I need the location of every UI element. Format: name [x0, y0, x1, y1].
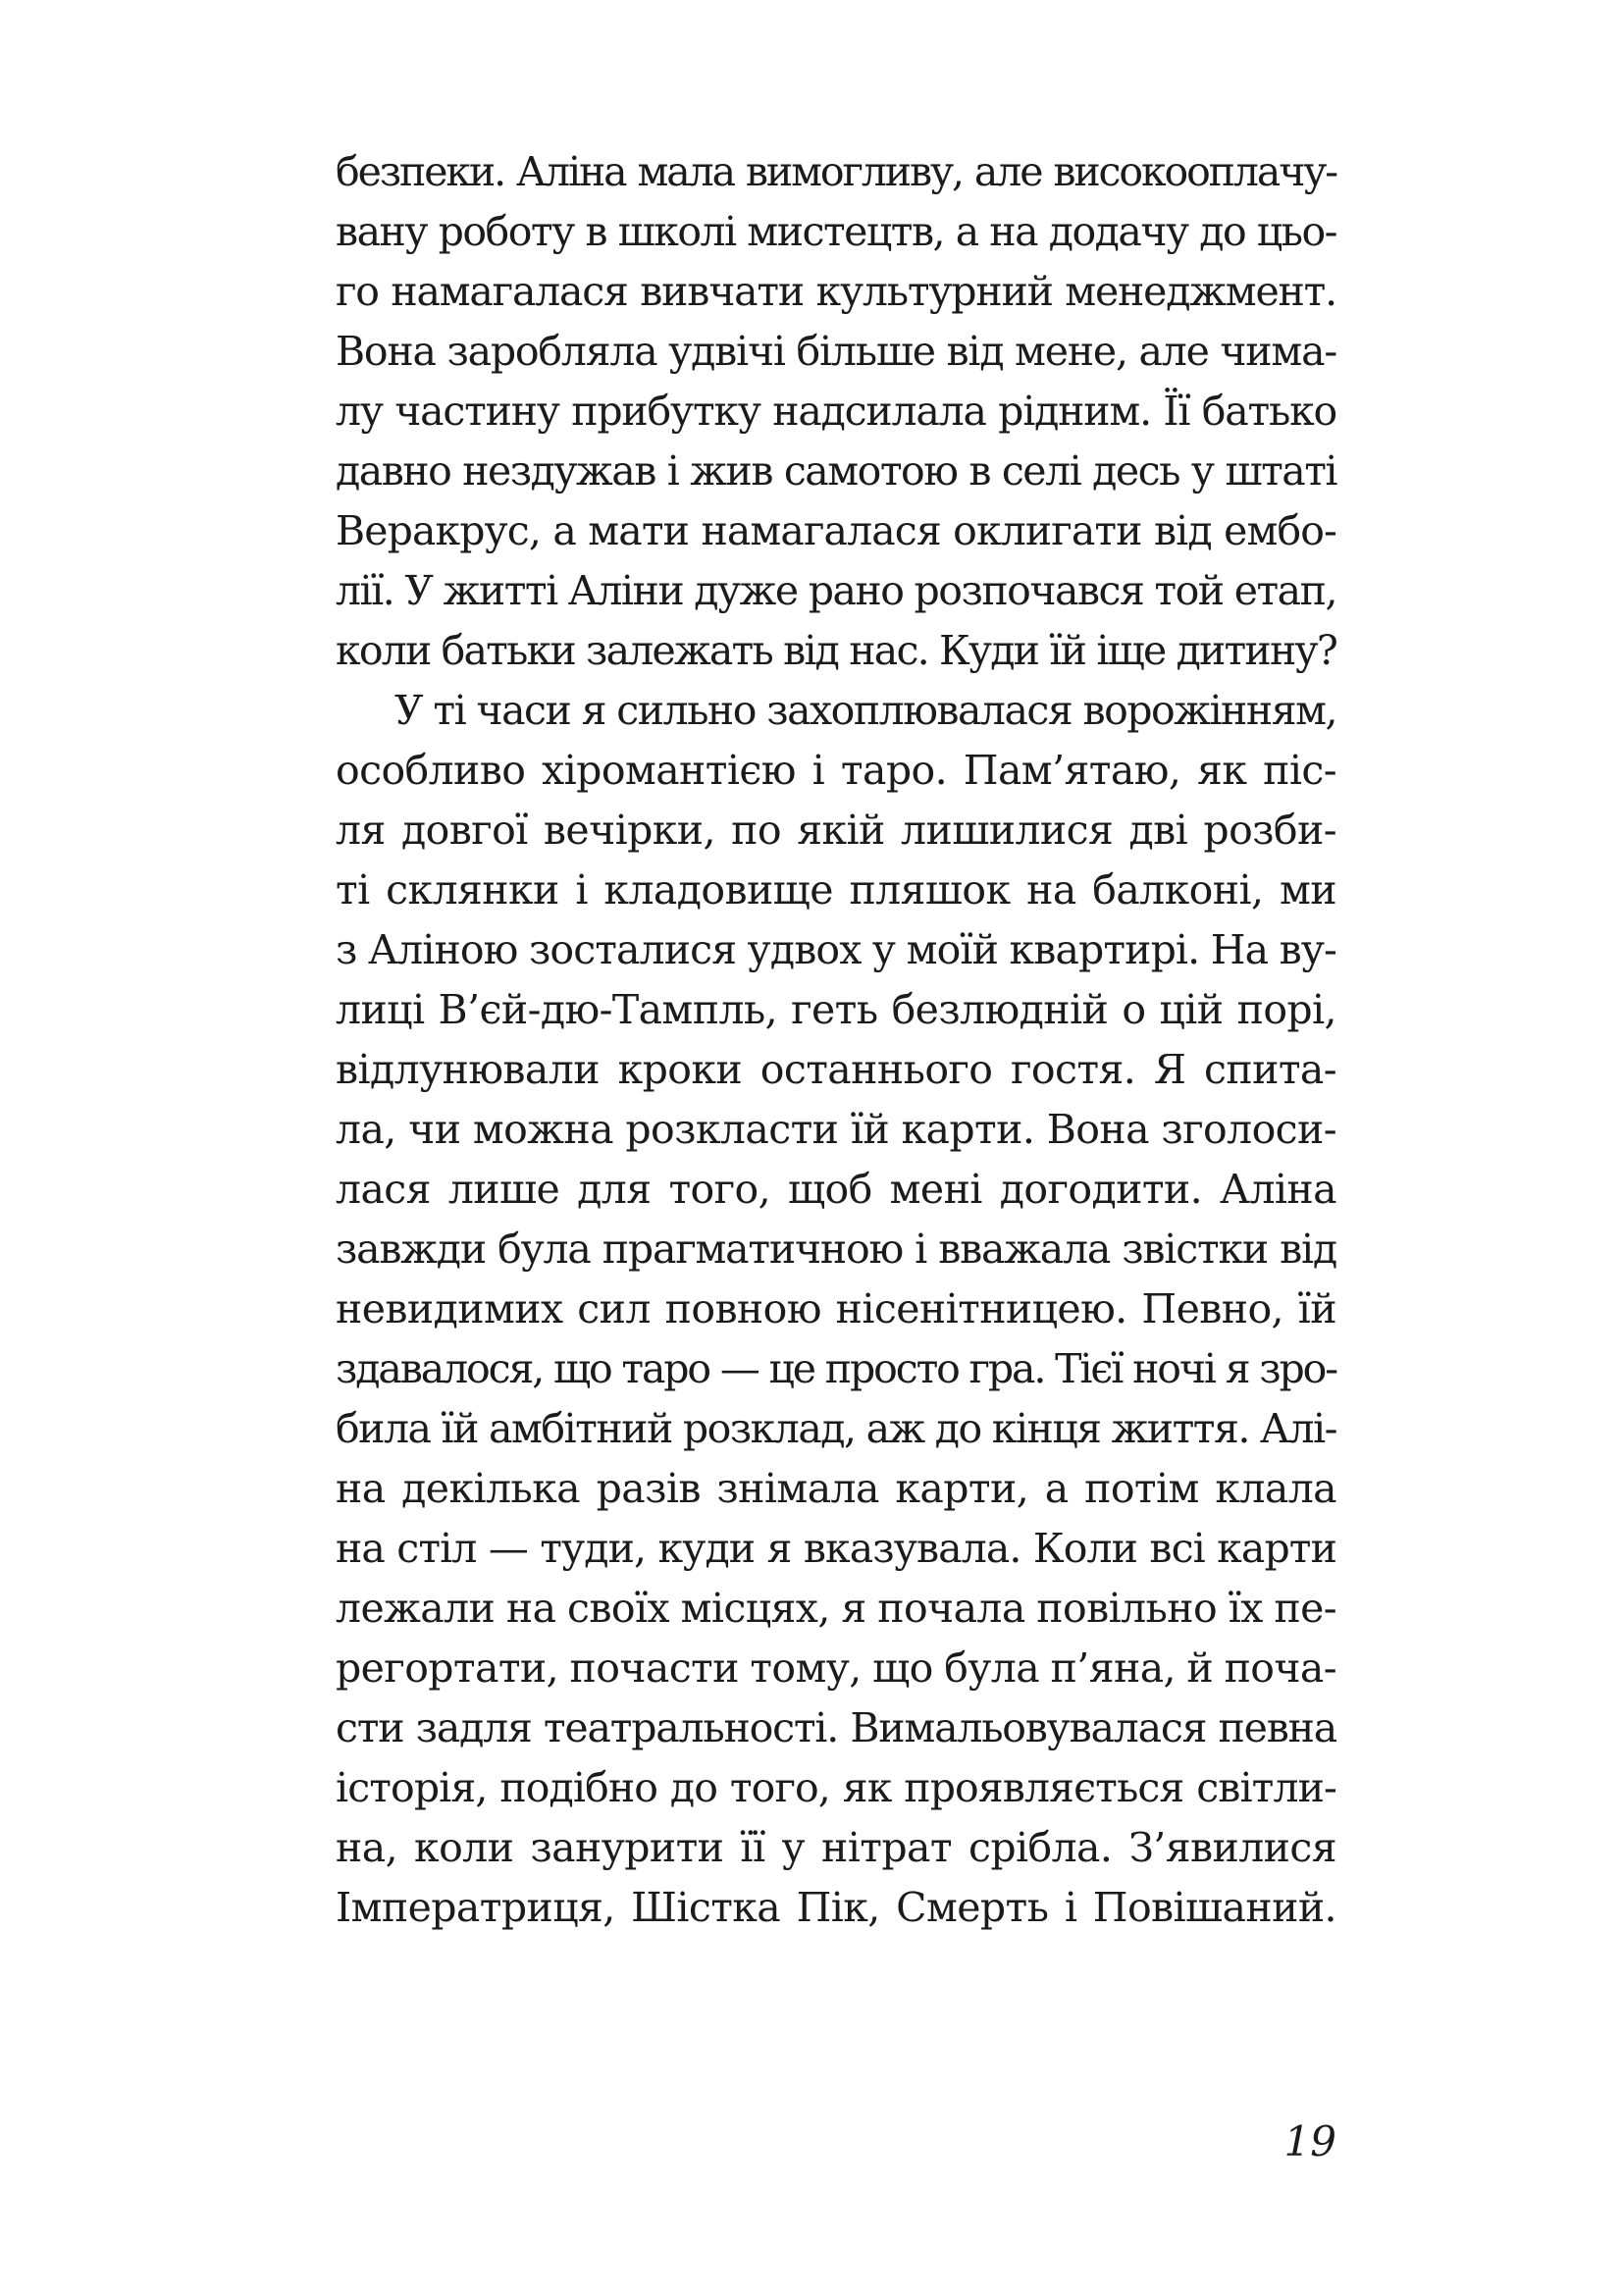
- text-line: здавалося, що таро — це просто гра. Тієї ночі я зро-: [336, 1345, 1336, 1392]
- text-line: лиці В’єй-дю-Тампль, геть безлюдній о цій порі,: [336, 986, 1336, 1033]
- paragraph-2: [336, 681, 1336, 1938]
- paragraph-1: [336, 142, 1336, 681]
- text-line: регортати, почасти тому, що була п’яна, й поча-: [336, 1644, 1336, 1692]
- text-line: ля довгої вечірки, по якій лишилися дві розби-: [336, 807, 1336, 854]
- text-line: давно нездужав і жив самотою в селі десь у штаті: [336, 447, 1336, 495]
- text-line: з Аліною зосталися удвох у моїй квартирі. На ву-: [336, 926, 1336, 973]
- text-line: безпеки. Аліна мала вимогливу, але високооплачу-: [336, 148, 1336, 195]
- text-line: вану роботу в школі мистецтв, а на додачу до цьо-: [336, 208, 1336, 255]
- page-number: 19: [1283, 2117, 1336, 2166]
- text-line: лежали на своїх місцях, я почала повільно їх пе-: [336, 1585, 1336, 1632]
- body-text: [336, 142, 1336, 1938]
- text-line: на декілька разів знімала карти, а потім клала: [336, 1465, 1336, 1512]
- text-line: го намагалася вивчати культурний менеджмент.: [336, 268, 1336, 315]
- text-line: лу частину прибутку надсилала рідним. Її батько: [336, 388, 1336, 435]
- text-line: відлунювали кроки останнього гостя. Я спита-: [336, 1046, 1336, 1093]
- text-line: особливо хіромантією і таро. Пам’ятаю, як піс-: [336, 747, 1336, 794]
- text-line: била їй амбітний розклад, аж до кінця життя. Алі-: [336, 1405, 1336, 1452]
- text-line: Імператриця, Шістка Пік, Смерть і Повішаний.: [336, 1884, 1336, 1931]
- text-line: сти задля театральності. Вимальовувалася певна: [336, 1704, 1336, 1751]
- text-line: лії. У житті Аліни дуже рано розпочався той етап,: [336, 567, 1336, 614]
- text-line: на стіл — туди, куди я вказувала. Коли всі карти: [336, 1525, 1336, 1572]
- text-line: Вона заробляла удвічі більше від мене, але чима-: [336, 328, 1336, 375]
- text-line: коли батьки залежать від нас. Куди їй іще дитину?: [336, 627, 1336, 674]
- text-line: історія, подібно до того, як проявляється світли-: [336, 1764, 1336, 1811]
- text-line: лася лише для того, щоб мені догодити. Аліна: [336, 1166, 1336, 1213]
- text-line: на, коли занурити її у нітрат срібла. З’явилися: [336, 1824, 1336, 1871]
- text-line: ла, чи можна розкласти їй карти. Вона зголоси-: [336, 1106, 1336, 1153]
- text-line: У ті часи я сильно захоплювалася ворожінням,: [394, 687, 1336, 734]
- text-line: завжди була прагматичною і вважала звістки від: [336, 1226, 1336, 1273]
- text-line: ті склянки і кладовище пляшок на балконі, ми: [336, 866, 1336, 913]
- text-line: невидимих сил повною нісенітницею. Певно, їй: [336, 1285, 1336, 1332]
- text-line: Веракрус, а мати намагалася оклигати від ембо-: [336, 507, 1336, 554]
